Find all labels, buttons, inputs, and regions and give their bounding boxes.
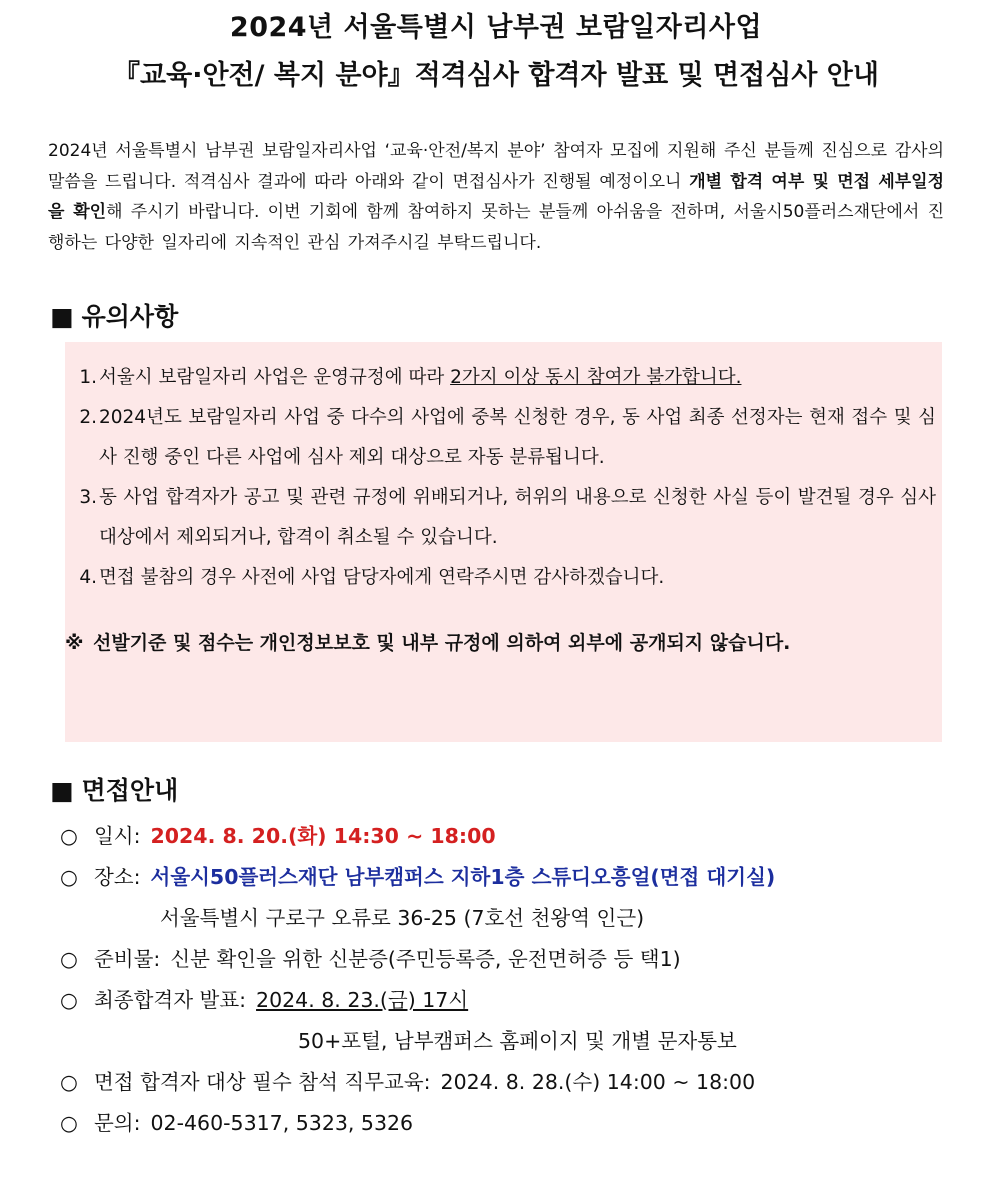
notice-remark-text: 선발기준 및 점수는 개인정보보호 및 내부 규정에 의하여 외부에 공개되지 않습니다.	[93, 632, 791, 654]
title-line-2: 『교육·안전/ 복지 분야』적격심사 합격자 발표 및 면접심사 안내	[113, 60, 879, 91]
circle-bullet-icon: ○	[60, 947, 78, 971]
notice-heading	[50, 300, 992, 334]
place-value: 서울시50플러스재단 남부캠퍼스 지하1층 스튜디오흥얼(면접 대기실)	[150, 865, 776, 889]
interview-place-row	[60, 857, 992, 898]
notice-item-number: 4.	[79, 567, 97, 588]
intro-text-2: 해 주시기 바랍니다. 이번 기회에 함께 참여하지 못하는 분들께 아쉬움을 전하며, 서울시50플러스재단에서 진행하는 다양한 일자리에 지속적인 관심 가져주시길 부탁드립니다.	[48, 202, 944, 253]
training-row	[60, 1062, 992, 1103]
place-label: 장소:	[94, 865, 141, 889]
interview-datetime-row	[60, 816, 992, 857]
datetime-value: 2024. 8. 20.(화) 14:30 ~ 18:00	[150, 824, 496, 848]
title-line-1: 2024년 서울특별시 남부권 보람일자리사업	[229, 12, 763, 43]
circle-bullet-icon: ○	[60, 1070, 78, 1094]
square-bullet-icon: ■	[50, 776, 74, 805]
intro-bold-text: 개별 합격 여부 및 면접 세부일정을 확인	[48, 171, 945, 222]
notice-list	[65, 358, 936, 598]
notice-item-number: 3.	[79, 487, 97, 508]
final-method-row	[60, 1021, 992, 1062]
notice-item	[65, 478, 936, 558]
document-title	[0, 0, 992, 94]
square-bullet-icon: ■	[50, 302, 74, 331]
interview-prep-row	[60, 939, 992, 980]
notice-item-text-plain: 서울시 보람일자리 사업은 운영규정에 따라	[99, 367, 451, 388]
contact-value: 02-460-5317, 5323, 5326	[150, 1111, 414, 1135]
notice-item	[65, 358, 936, 398]
final-label: 최종합격자 발표:	[94, 988, 247, 1012]
circle-bullet-icon: ○	[60, 824, 78, 848]
place-address: 서울특별시 구로구 오류로 36-25 (7호선 천왕역 인근)	[160, 906, 645, 930]
interview-heading	[50, 774, 992, 808]
notice-item-text: 면접 불참의 경우 사전에 사업 담당자에게 연락주시면 감사하겠습니다.	[99, 567, 665, 588]
notice-item-number: 1.	[79, 367, 97, 388]
notice-box	[65, 342, 942, 742]
notice-item-underlined: 2가지 이상 동시 참여가 불가합니다.	[450, 367, 742, 388]
notice-item-text: 2024년도 보람일자리 사업 중 다수의 사업에 중복 신청한 경우, 동 사업 최종 선정자는 현재 접수 및 심사 진행 중인 다른 사업에 심사 제외 대상으로 자동 분류됩니다.	[99, 407, 936, 468]
notice-item-text: 동 사업 합격자가 공고 및 관련 규정에 위배되거나, 허위의 내용으로 신청한 사실 등이 발견될 경우 심사 대상에서 제외되거나, 합격이 취소될 수 있습니다.	[99, 487, 936, 548]
final-method: 50+포털, 남부캠퍼스 홈페이지 및 개별 문자통보	[298, 1029, 737, 1053]
circle-bullet-icon: ○	[60, 865, 78, 889]
notice-remark	[65, 624, 936, 662]
interview-info-list	[60, 816, 992, 1144]
training-label: 면접 합격자 대상 필수 참석 직무교육:	[94, 1070, 431, 1094]
reference-mark-icon: ※	[65, 632, 84, 654]
circle-bullet-icon: ○	[60, 1111, 78, 1135]
datetime-label: 일시:	[94, 824, 141, 848]
prep-value: 신분 확인을 위한 신분증(주민등록증, 운전면허증 등 택1)	[170, 947, 681, 971]
final-announcement-row	[60, 980, 992, 1021]
final-value: 2024. 8. 23.(금) 17시	[256, 988, 469, 1012]
notice-heading-text: 유의사항	[81, 302, 179, 331]
intro-paragraph	[48, 136, 944, 258]
intro-text-1: 2024년 서울특별시 남부권 보람일자리사업 ‘교육·안전/복지 분야’ 참여자 모집에 지원해 주신 분들께 진심으로 감사의 말씀을 드립니다. 적격심사 결과에 따라 아래와 같이 면접심사가 진행될 예정이오니	[48, 141, 944, 192]
notice-item	[65, 398, 936, 478]
circle-bullet-icon: ○	[60, 988, 78, 1012]
notice-item	[65, 558, 936, 598]
notice-item-text	[99, 358, 936, 398]
contact-label: 문의:	[94, 1111, 141, 1135]
notice-item-number: 2.	[79, 407, 97, 428]
interview-heading-text: 면접안내	[81, 776, 179, 805]
prep-label: 준비물:	[94, 947, 161, 971]
training-value: 2024. 8. 28.(수) 14:00 ~ 18:00	[440, 1070, 756, 1094]
contact-row	[60, 1103, 992, 1144]
place-address-row	[60, 898, 992, 939]
